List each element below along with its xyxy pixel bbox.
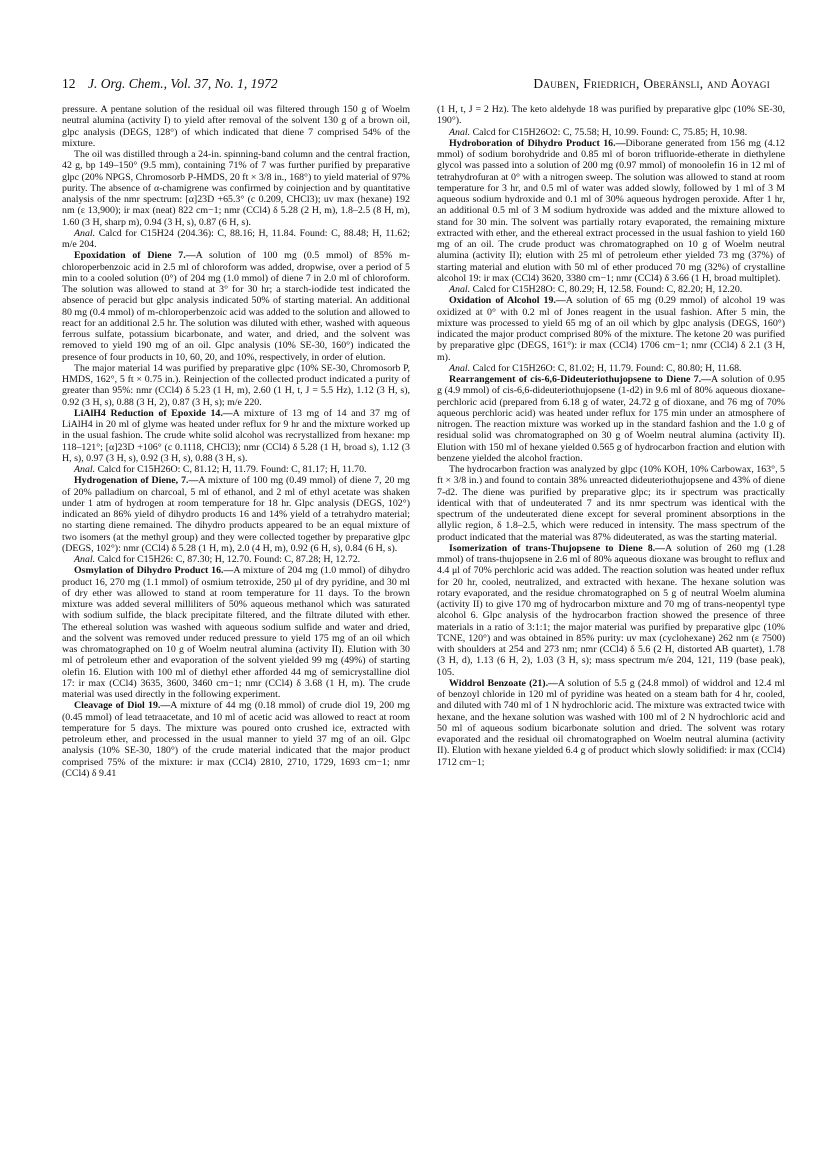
paragraph	[62, 554, 410, 565]
section-heading: Hydroboration of Dihydro Product 16.—	[449, 137, 626, 149]
paragraph	[62, 565, 410, 700]
paragraph-text: A solution of 0.95 g (4.9 mmol) of cis-6,6-dideuteriothujopsene (1-d2) in 9.6 ml of 80% aqueous dioxane-perchloric acid (prepared from 6.18 g of water, 24.72 g of dioxane, and 76 mg of 70% aqueous perchloric acid) was heated under reflux for 175 min under an atmosphere of nitrogen. The reaction mixture was worked up in the standard fashion and the 1.0 g of residual solid was chromatographed on 30 g of Woelm neutral alumina (activity II). Elution with 150 ml of hexane yielded 0.565 g of hydrocarbon fraction and elution with benzene yielded the alcohol fraction.	[437, 374, 786, 464]
paragraph-text: A solution of 5.5 g (24.8 mmol) of widdrol and 12.4 ml of benzoyl chloride in 120 ml of pyridine was heated on a steam bath for 4 hr, cooled, and diluted with 740 ml of 1 N hydrochloric acid. The mixture was extracted twice with hexane, and the hexane solution was washed with 100 ml of 2 N hydrochloric acid and 50 ml of aqueous sodium bicarbonate solution and dried. The solvent was rotary evaporated and the residual oil chromatographed on Woelm neutral alumina (activity II). Elution with hexane yielded 6.4 g of product which slowly solidified: ir max (CCl4) 1712 cm−1;	[437, 677, 785, 768]
analysis-label: Anal.	[74, 227, 99, 239]
analysis-label: Anal.	[449, 126, 473, 138]
paragraph	[437, 678, 785, 768]
paragraph	[62, 228, 410, 251]
section-heading: Widdrol Benzoate (21).—	[449, 677, 558, 689]
analysis-label: Anal.	[449, 362, 473, 374]
paragraph	[62, 700, 410, 779]
section-heading: Oxidation of Alcohol 19.—	[449, 295, 566, 307]
paragraph	[437, 363, 785, 374]
paragraph-text: The hydrocarbon fraction was analyzed by glpc (10% KOH, 10% Carbowax, 163°, 5 ft × 3/8 in.) and found to contain 38% unreacted dideuteriothujopsene and 43% of diene 7-d2. The diene was purified by preparative glpc; its ir spectrum was practically identical with that of undeuterated 7 and its nmr spectrum was identical with the spectrum of the undeuterated diene except for several prominent absorptions in the allylic region, δ 1.8–2.5, which were reduced in intensity. The mass spectrum of the product indicated that the material was 87% dideuterated, as was the starting material.	[437, 464, 785, 543]
paragraph	[437, 543, 785, 678]
paragraph	[437, 104, 785, 127]
analysis-label: Anal.	[74, 554, 98, 565]
paragraph-text: Calcd for C15H26O: C, 81.12; H, 11.79. Found: C, 81.17; H, 11.70.	[97, 464, 367, 475]
section-heading: Epoxidation of Diene 7.—	[74, 250, 196, 262]
paragraph	[437, 138, 785, 284]
paragraph-text: A mixture of 13 mg of 14 and 37 mg of LiAlH4 in 20 ml of glyme was heated under reflux for 9 hr and the mixture worked up in the usual fashion. The crude white solid alcohol was recrystallized from hexane: mp 118–121°; [α]23D +106° (c 0.1118, CHCl3); nmr (CCl4) δ 5.28 (1 H, broad s), 1.12 (3 H, s), 0.97 (3 H, s), 0.92 (3 H, s), 0.88 (3 H, s).	[62, 407, 410, 464]
paragraph-text: Calcd for C15H24 (204.36): C, 88.16; H, 11.84. Found: C, 88.48; H, 11.62; m/e 204.	[62, 227, 410, 250]
paragraph-text: A solution of 100 mg (0.5 mmol) of 85% m-chloroperbenzoic acid in 2.5 ml of chloroform was added, dropwise, over a period of 5 min to a cooled solution (0°) of 204 mg (1.0 mmol) of diene 7 in 2.0 ml of chloroform. The solution was allowed to stand at 3° for 30 hr; a starch-iodide test indicated the absence of peracid but glpc analysis indicated 50% of starting material. An additional 80 mg (0.4 mmol) of m-chloroperbenzoic acid was added to the solution and allowed to react for an additional 2.5 hr. The solution was diluted with ether, washed with aqueous ferrous sulfate, potassium bicarbonate, and water, and dried, and the solvent was removed to yield 190 mg of an oil. Glpc analysis (10% SE-30, 160°) indicated the presence of four products in 10, 60, 20, and 10%, respectively, in order of elution.	[62, 250, 410, 363]
section-heading: Osmylation of Dihydro Product 16.—	[74, 565, 234, 577]
section-heading: Cleavage of Diol 19.—	[74, 700, 171, 712]
paragraph	[62, 250, 410, 363]
analysis-label: Anal.	[74, 464, 98, 475]
paragraph	[62, 475, 410, 554]
paragraph-text: Calcd for C15H26O: C, 81.02; H, 11.79. Found: C, 80.80; H, 11.68.	[472, 362, 742, 374]
paragraph-text: The major material 14 was purified by preparative glpc (10% SE-30, Chromosorb P, HMDS, 162°, 5 ft × 0.75 in.). Reinjection of the collected product indicated a purity of greater than 95%: nmr (CCl4) δ 5.23 (1 H, m), 2.60 (1 H, t, J = 5.5 Hz), 1.12 (3 H, s), 0.92 (3 H, s), 0.88 (3 H, 2), 0.87 (3 H, s); m/e 220.	[62, 362, 410, 408]
paragraph-text: A mixture of 100 mg (0.49 mmol) of diene 7, 20 mg of 20% palladium on charcoal, 5 ml of ethanol, and 2 ml of ethyl acetate was shaken under 1 atm of hydrogen at room temperature for 18 hr. Glpc analysis (DEGS, 102°) indicated an 86% yield of dihydro products 16 and 14% yield of a tetrahydro material; no starting diene remained. The dihydro products appeared to be an equal mixture of two isomers (at the methyl group) and they were collected together by preparative glpc (DEGS, 102°): nmr (CCl4) δ 5.28 (1 H, m), 2.0 (4 H, m), 0.92 (6 H, s), 0.84 (6 H, s).	[62, 475, 410, 554]
journal-citation: J. Org. Chem., Vol. 37, No. 1, 1972	[88, 76, 278, 91]
paragraph-text: Diborane generated from 156 mg (4.12 mmol) of sodium borohydride and 0.85 ml of boron trifluoride-etherate in diethylene glycol was passed into a solution of 200 mg (0.97 mmol) of monoolefin 16 in 12 ml of tetrahydrofuran at 0° with a nitrogen sweep. The solution was allowed to stand at room temperature for 3 hr, and 0.5 ml of water was added slowly, followed by 1 ml of 3 M aqueous sodium hydroxide and 0.1 ml of 30% aqueous hydrogen peroxide. After 1 hr, an additional 0.5 ml of 3 M sodium hydroxide was added and the mixture allowed to stand for 30 min. The solvent was partially rotary evaporated, the remaining mixture extracted with ether, and the ethereal extract processed in the usual fashion to yield 160 mg of an oil. The crude product was chromatographed on 10 g of Woelm neutral alumina (activity II); elution with 25 ml of petroleum ether yielded 73 mg (37%) of starting material and elution with 50 ml of ether produced 70 mg (32%) of crystalline alcohol 19: ir max (CCl4) 3620, 3380 cm−1; nmr (CCl4) δ 3.66 (1 H, broad multiplet).	[437, 137, 785, 284]
paragraph-text: A solution of 260 mg (1.28 mmol) of trans-thujopsene in 2.6 ml of 80% aqueous dioxane was brought to reflux and 4.4 μl of 70% perchloric acid was added. The reaction solution was heated under reflux for 20 hr, cooled, neutralized, and extracted with hexane. The hexane solution was rotary evaporated, and the residue chromatographed on 5 g of neutral Woelm alumina (activity II) to give 170 mg of hydrocarbon mixture and 70 mg of trans-neopentyl type alcohol 6. Glpc analysis of the hydrocarbon fraction showed the presence of three materials in a ratio of 3:1:1; the major material was purified by preparative glpc (10% TCNE, 120°) and was obtained in 85% purity: uv max (cyclohexane) 262 nm (ε 7500) with shoulders at 254 and 273 nm; nmr (CCl4) δ 5.6 (2 H, distorted AB quartet), 1.78 (3 H, d), 1.13 (6 H, 2), 1.03 (3 H, s); mass spectrum m/e 204, 121, 119 (base peak), 105.	[437, 542, 785, 678]
paragraph-text: A solution of 65 mg (0.29 mmol) of alcohol 19 was oxidized at 0° with 0.2 ml of Jones reagent in the usual fashion. After 5 min, the mixture was processed to yield 65 mg of an oil which by glpc analysis (DEGS, 160°) indicated the major product comprised 80% of the mixture. The ketone 20 was purified by preparative glpc (DEGS, 161°): ir max (CCl4) 1706 cm−1; nmr (CCl4) δ 2.1 (3 H, m).	[437, 295, 785, 363]
page-header	[62, 74, 770, 94]
paragraph-text: A mixture of 204 mg (1.0 mmol) of dihydro product 16, 270 mg (1.1 mmol) of osmium tetroxide, 250 μl of dry pyridine, and 30 ml of dry ether was allowed to stand at room temperature for 11 days. To the brown mixture was added several milliliters of 50% aqueous methanol which was saturated with sodium sulfide, the black precipitate filtered, and the filtrate diluted with ether. The ethereal solution was washed with aqueous sodium sulfide and water and dried, and the solvent was removed under reduced pressure to yield 175 mg of an oil which was chromatographed on 10 g of Woelm neutral alumina (activity II). Elution with 30 ml of petroleum ether and evaporation of the solvent yielded 99 mg (49%) of starting olefin 16. Elution with 100 ml of diethyl ether afforded 44 mg of semicrystalline diol 17: ir max (CCl4) 3635, 3600, 3460 cm−1; nmr (CCl4) δ 3.68 (1 H, m). The crude material was used directly in the following experiment.	[62, 565, 410, 700]
paragraph-text: Calcd for C15H28O: C, 80.29; H, 12.58. Found: C, 82.20; H, 12.20.	[472, 284, 743, 295]
paragraph-text: (1 H, t, J = 2 Hz). The keto aldehyde 18 was purified by preparative glpc (10% SE-30, 190°).	[437, 104, 785, 127]
paragraph	[62, 149, 410, 228]
paragraph	[62, 464, 410, 475]
paragraph	[62, 104, 410, 149]
page-number: 12	[62, 76, 76, 91]
paragraph-text: The oil was distilled through a 24-in. spinning-band column and the central fraction, 42 g, bp 149–150° (9.5 mm), containing 71% of 7 was further purified by preparative glpc (20% NPGS, Chromosorb P-HMDS, 20 ft × 3/8 in., 168°) to yield material of 97% purity. The absence of α-chamigrene was confirmed by coinjection and by quantitative analysis of the nmr spectrum: [α]23D +65.3° (c 0.209, CHCl3); uv max (hexane) 192 nm (ε 13,900); ir max (neat) 822 cm−1; nmr (CCl4) δ 5.28 (2 H, m), 1.8–2.5 (8 H, m), 1.60 (3 H, sharp m), 0.94 (3 H, s), 0.87 (6 H, s).	[62, 149, 410, 228]
running-authors: Dauben, Friedrich, Oberänsli, and Aoyagi	[533, 76, 770, 91]
paragraph-text: Calcd for C15H26O2: C, 75.58; H, 10.99. Found: C, 75.85; H, 10.98.	[472, 126, 748, 138]
section-heading: Isomerization of trans-Thujopsene to Diene 8.—	[449, 542, 665, 554]
section-heading: Rearrangement of cis-6,6-Dideuteriothujopsene to Diene 7.—	[449, 374, 711, 385]
paragraph-text: pressure. A pentane solution of the residual oil was filtered through 150 g of Woelm neutral alumina (activity I) to yield after removal of the solvent 130 g of a brown oil, glpc analysis (DEGS, 128°) of which indicated that diene 7 comprised 54% of the mixture.	[62, 104, 410, 149]
paragraph	[437, 374, 785, 464]
section-heading: Hydrogenation of Diene, 7.—	[74, 475, 199, 487]
paragraph	[437, 127, 785, 138]
right-column	[437, 104, 785, 768]
paragraph	[437, 284, 785, 295]
paragraph	[437, 464, 785, 543]
paragraph-text: Calcd for C15H26: C, 87.30; H, 12.70. Found: C, 87.28; H, 12.72.	[97, 554, 361, 565]
analysis-label: Anal.	[449, 284, 473, 295]
section-heading: LiAlH4 Reduction of Epoxide 14.—	[74, 407, 233, 419]
left-column	[62, 104, 410, 779]
paragraph	[437, 295, 785, 363]
paragraph-text: A mixture of 44 mg (0.18 mmol) of crude diol 19, 200 mg (0.45 mmol) of lead tetraacetate, and 10 ml of acetic acid was allowed to react at room temperature for 5 days. The mixture was poured onto crushed ice, extracted with petroleum ether, and processed in the usual manner to yield 37 mg of an oil. Glpc analysis (10% SE-30, 180°) of the crude material indicated that the major product comprised 75% of the mixture: ir max (CCl4) 2810, 2710, 1729, 1693 cm−1; nmr (CCl4) δ 9.41	[62, 700, 410, 779]
paragraph	[62, 363, 410, 408]
paragraph	[62, 408, 410, 464]
